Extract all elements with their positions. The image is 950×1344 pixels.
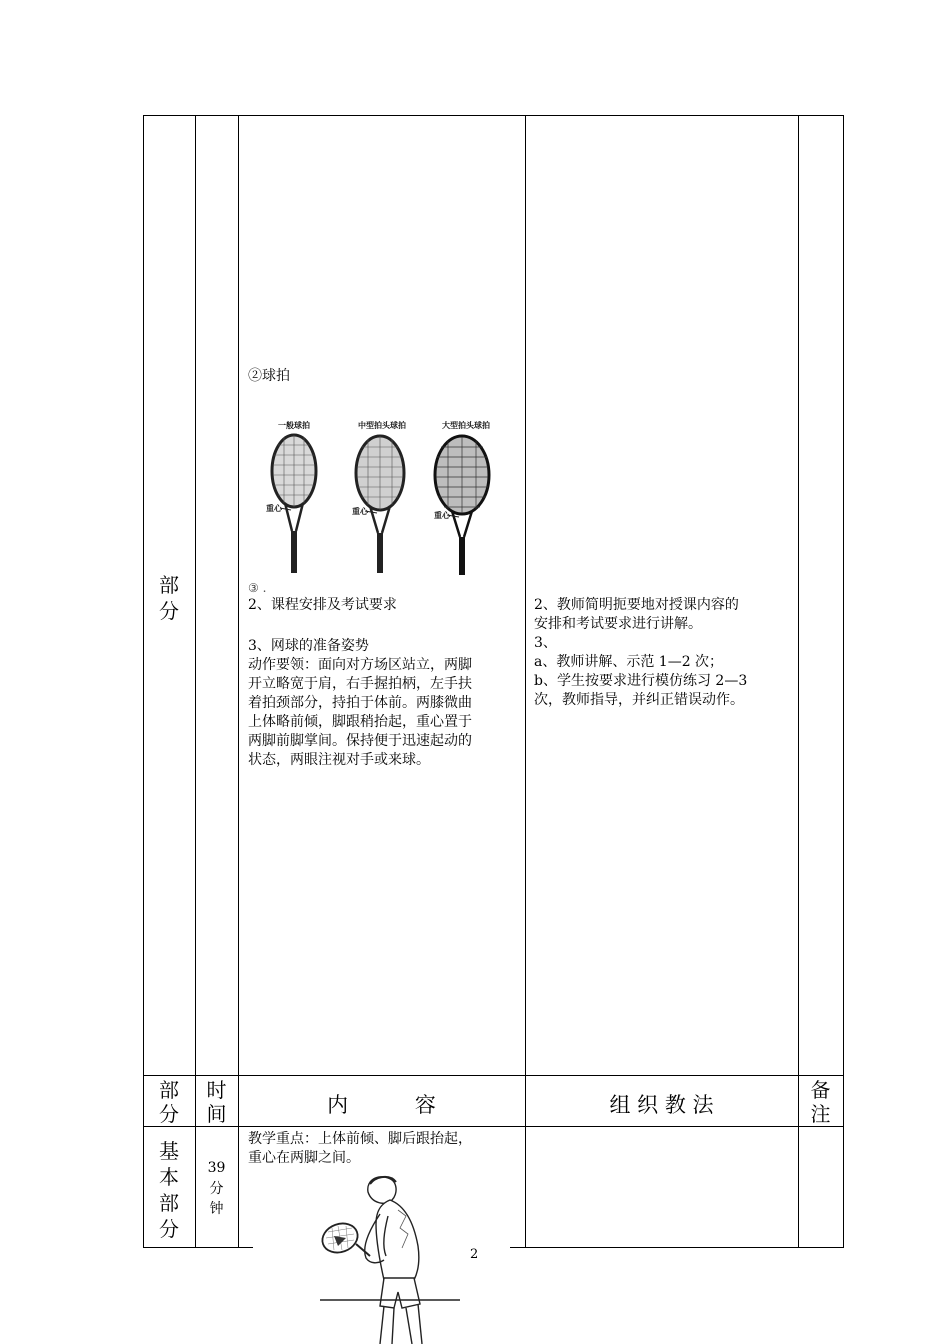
header-content: 内 容: [327, 1093, 436, 1117]
table-bottom-border-right: [510, 1247, 843, 1248]
svg-text:重心: 重心: [352, 507, 368, 516]
racket-types-illustration: [258, 413, 498, 581]
time-unit-2: 钟: [209, 1201, 224, 1217]
page-number: 2: [470, 1247, 479, 1262]
table-top-border: [143, 115, 843, 116]
text-line: 3、: [534, 635, 557, 651]
header-row-bottom-border: [143, 1126, 843, 1127]
header-method: 组 织 教 法: [609, 1093, 714, 1117]
method-text: [534, 596, 796, 710]
col-divider-content-method: [525, 115, 526, 1248]
text-line: 安排和考试要求进行讲解。: [534, 616, 702, 632]
time-unit-1: 分: [209, 1181, 224, 1197]
content-item-3-title: 3、网球的准备姿势: [248, 638, 369, 654]
racket-heading: ②球拍: [248, 368, 290, 384]
upper-section-label-1: 部: [159, 573, 179, 597]
content-item-2: 2、课程安排及考试要求: [248, 597, 397, 613]
svg-text:大型拍头球拍: 大型拍头球拍: [442, 421, 490, 430]
header-time-2: 间: [206, 1102, 227, 1126]
text-line: 着拍颈部分，持拍于体前。两膝微曲: [248, 695, 472, 711]
header-time-1: 时: [206, 1078, 227, 1102]
stray-mark: ③ .: [248, 581, 267, 595]
text-line: 两脚前脚掌间。保持便于迅速起动的: [248, 733, 472, 749]
text-line: a、教师讲解、示范 1—2 次；: [534, 654, 724, 670]
text-line: 状态，两眼注视对手或来球。: [248, 752, 430, 768]
upper-section-label-2: 分: [159, 599, 179, 623]
header-part-1: 部: [159, 1078, 179, 1102]
lower-section-char-1: 基: [159, 1139, 179, 1163]
racket-standard: [266, 420, 316, 573]
svg-text:一般球拍: 一般球拍: [278, 421, 310, 430]
lower-section-char-2: 本: [159, 1165, 179, 1189]
content-item-3-body: [248, 656, 523, 770]
svg-text:重心: 重心: [434, 511, 450, 520]
text-line: 开立略宽于肩，右手握拍柄，左手扶: [248, 676, 472, 692]
racket-oversize: [434, 420, 490, 575]
table-bottom-border-left: [143, 1247, 253, 1248]
svg-text:重心: 重心: [266, 504, 282, 513]
header-remark-1: 备: [810, 1078, 831, 1102]
table-right-border: [843, 115, 844, 1248]
svg-text:中型拍头球拍: 中型拍头球拍: [358, 421, 406, 430]
racket-midsize: [352, 420, 406, 573]
key-point-line-1: 教学重点：上体前倾、脚后跟抬起，: [248, 1131, 472, 1147]
text-line: 上体略前倾，脚跟稍抬起，重心置于: [248, 714, 472, 730]
lower-section-char-4: 分: [159, 1217, 179, 1241]
key-point-line-2: 重心在两脚之间。: [248, 1150, 360, 1166]
text-line: 2、教师简明扼要地对授课内容的: [534, 597, 739, 613]
header-part-2: 分: [159, 1102, 179, 1126]
header-row-top-border: [143, 1075, 843, 1076]
text-line: 次，教师指导，并纠正错误动作。: [534, 692, 744, 708]
col-divider-time-content: [238, 115, 239, 1248]
lower-section-char-3: 部: [159, 1191, 179, 1215]
text-line: 动作要领：面向对方场区站立，两脚: [248, 657, 472, 673]
ready-stance-player-illustration: [310, 1172, 480, 1344]
header-remark-2: 注: [810, 1102, 831, 1126]
text-line: b、学生按要求进行模仿练习 2—3: [534, 673, 748, 689]
time-value: 39: [207, 1160, 226, 1176]
